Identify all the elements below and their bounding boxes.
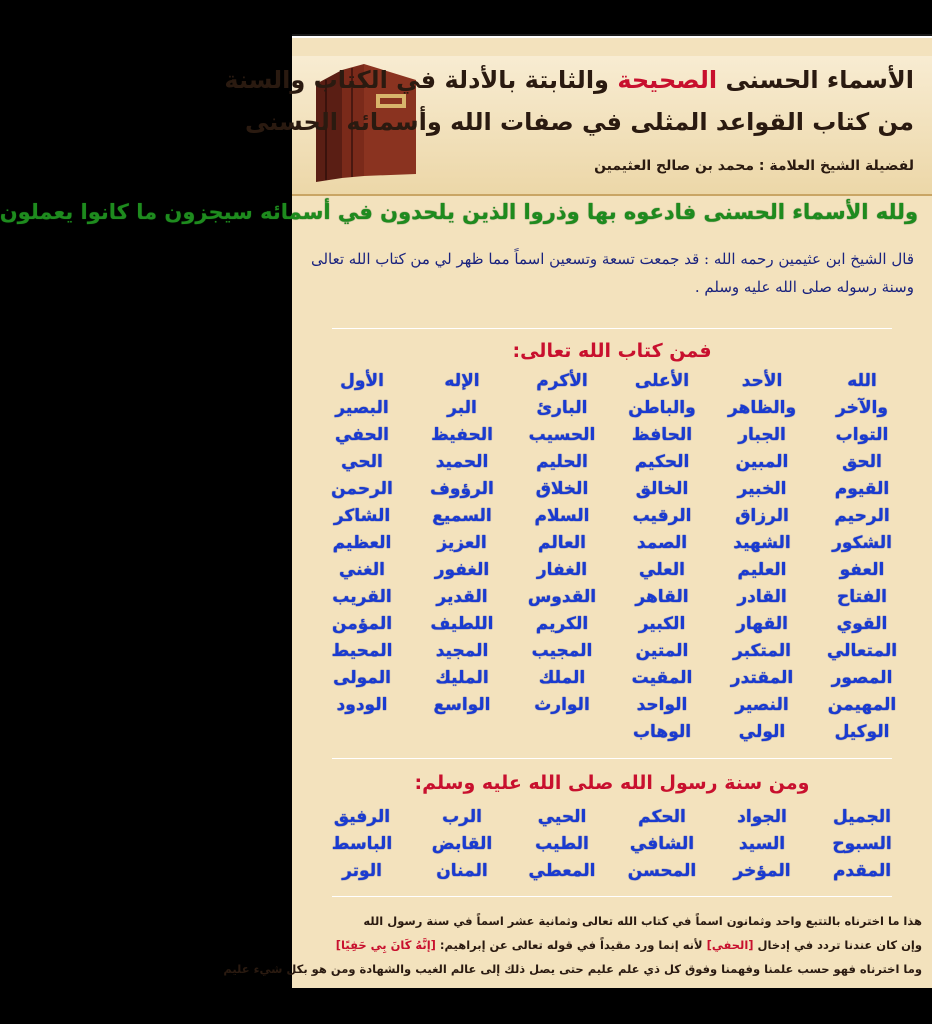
quran-name: البر [447, 398, 477, 418]
sunnah-name: الجواد [737, 807, 787, 827]
sunnah-name: المقدم [832, 861, 892, 881]
quran-name: العلي [639, 560, 685, 580]
quran-name: القادر [737, 587, 787, 607]
quran-name: القدير [436, 587, 488, 607]
bottom-black-bar [292, 988, 932, 1024]
quran-name: القدوس [527, 587, 597, 607]
quran-name: الغني [339, 560, 385, 580]
quran-name: الأول [340, 371, 384, 391]
quran-name: العالم [538, 533, 586, 553]
poster [0, 36, 932, 990]
quran-name: المحيط [331, 641, 393, 661]
quran-name [512, 719, 612, 746]
quran-name: الرحيم [834, 506, 890, 526]
quran-name: السلام [534, 506, 590, 526]
quran-name: المجيد [435, 641, 489, 661]
quran-name: والآخر [836, 398, 888, 418]
quran-name: الكبير [638, 614, 686, 634]
quran-name: التواب [835, 425, 889, 445]
quran-name: القوي [836, 614, 888, 634]
quran-name: الخبير [737, 479, 787, 499]
sunnah-names-grid [312, 804, 912, 885]
sunnah-name: المنان [436, 861, 488, 881]
footer-line-3: وما اخترناه فهو حسب علمنا وفهمنا وفوق كل ذي علم عليم حتى يصل ذلك إلى عالم الغيب والشهادة ومن هو بكل شيء عليم [223, 962, 922, 976]
quran-name: الواسع [433, 695, 491, 715]
quran-name: الحميد [435, 452, 489, 472]
top-black-bar [292, 0, 932, 36]
sunnah-name: الشافي [629, 834, 695, 854]
quran-name: الشهيد [733, 533, 791, 553]
quran-name: الحسيب [528, 425, 596, 445]
quran-name: الأكرم [536, 371, 588, 391]
quran-name: المؤمن [331, 614, 393, 634]
quran-name: الواحد [636, 695, 688, 715]
quran-name: القريب [332, 587, 392, 607]
quran-name: العزيز [437, 533, 487, 553]
quran-name: القاهر [635, 587, 689, 607]
quran-name: الرؤوف [430, 479, 494, 499]
quran-name: الوارث [534, 695, 590, 715]
quran-name: الرقيب [632, 506, 692, 526]
sunnah-name: السبوح [832, 834, 892, 854]
quran-name: الرحمن [331, 479, 393, 499]
quran-name: الصمد [636, 533, 688, 553]
quran-section-title: فمن كتاب الله تعالى: [512, 340, 712, 362]
quran-name: الأعلى [634, 371, 690, 391]
quran-name: العليم [737, 560, 787, 580]
header-subtitle: من كتاب القواعد المثلى في صفات الله وأسمائه الحسنى [244, 108, 914, 136]
quran-name: الحفيظ [431, 425, 493, 445]
quran-name [312, 719, 412, 746]
sunnah-name: الحكم [638, 807, 686, 827]
quran-name: الشاكر [333, 506, 391, 526]
quran-name: الغفور [434, 560, 490, 580]
sunnah-name: الطيب [535, 834, 589, 854]
quran-name: الخالق [635, 479, 689, 499]
quran-name: الولي [738, 722, 786, 742]
quran-name [412, 719, 512, 746]
sunnah-name: السيد [738, 834, 786, 854]
divider-2 [332, 758, 892, 759]
quran-name: القهار [736, 614, 788, 634]
sunnah-name: المؤخر [733, 861, 791, 881]
quran-name: المقيت [631, 668, 693, 688]
quran-name: المتعالي [826, 641, 898, 661]
header-title: الأسماء الحسنى الصحيحة والثابتة بالأدلة في الكتاب والسنة [224, 66, 914, 94]
quran-verse: ولله الأسماء الحسنى فادعوه بها وذروا الذين يلحدون في أسمائه سيجزون ما كانوا يعملون [0, 200, 918, 224]
quran-name: القيوم [834, 479, 890, 499]
sunnah-name: الرب [442, 807, 482, 827]
sunnah-name: الجميل [833, 807, 891, 827]
quran-name: المتكبر [733, 641, 791, 661]
quran-name: الغفار [536, 560, 588, 580]
quran-name: المبين [735, 452, 789, 472]
quran-name: المجيب [531, 641, 593, 661]
quran-name: الحق [842, 452, 882, 472]
sunnah-name: المعطي [528, 861, 596, 881]
quran-name: البصير [335, 398, 389, 418]
quran-name: الله [847, 371, 877, 391]
quran-name: الوهاب [632, 722, 692, 742]
quran-name: العظيم [332, 533, 392, 553]
sunnah-name: الرفيق [333, 807, 391, 827]
quran-name: المقتدر [730, 668, 794, 688]
quran-name: المهيمن [827, 695, 897, 715]
quran-name: المصور [831, 668, 893, 688]
quran-name: والظاهر [727, 398, 797, 418]
sunnah-name: المحسن [627, 861, 697, 881]
footer-line-1: هذا ما اخترناه بالتتبع واحد وثمانون اسماً في كتاب الله تعالى وثمانية عشر اسماً في سنة رسول الله [363, 914, 922, 928]
header-author: لفضيلة الشيخ العلامة : محمد بن صالح العثيمين [594, 158, 914, 174]
quran-name: الودود [336, 695, 388, 715]
quran-name: الحكيم [634, 452, 690, 472]
quran-name: المولى [333, 668, 391, 688]
quran-name: الحي [341, 452, 383, 472]
quran-name: المليك [435, 668, 489, 688]
sunnah-name: الحيي [537, 807, 587, 827]
quran-name: الإله [444, 371, 480, 391]
quran-name: اللطيف [430, 614, 494, 634]
quran-name: النصير [735, 695, 789, 715]
quran-name: الملك [538, 668, 586, 688]
sunnah-name: الباسط [331, 834, 393, 854]
quran-name: والباطن [628, 398, 696, 418]
header-banner [224, 56, 932, 196]
quran-name: الأحد [741, 371, 783, 391]
sunnah-name: القابض [431, 834, 493, 854]
quran-name: المتين [635, 641, 689, 661]
quran-name: الفتاح [836, 587, 888, 607]
divider-3 [332, 896, 892, 897]
divider-1 [332, 328, 892, 329]
quran-name: السميع [432, 506, 492, 526]
quran-name: الخلاق [535, 479, 589, 499]
quran-name: البارئ [536, 398, 588, 418]
footer-line-2: وإن كان عندنا تردد في إدخال [الحفي] لأنه إنما ورد مقيداً في قوله تعالى عن إبراهيم: [إنَّهُ كَانَ بِي حَفِيًا] [335, 938, 922, 952]
quote-line-2: وسنة رسوله صلى الله عليه وسلم . [694, 278, 914, 296]
sunnah-name: الوتر [342, 861, 382, 881]
sunnah-section-title: ومن سنة رسول الله صلى الله عليه وسلم: [414, 772, 810, 794]
quran-name: الشكور [832, 533, 892, 553]
quran-name: الجبار [738, 425, 786, 445]
quran-names-grid [312, 368, 912, 746]
quran-name: الحليم [536, 452, 588, 472]
quran-name: الكريم [535, 614, 589, 634]
quran-name: الحافظ [631, 425, 693, 445]
quran-name: العفو [839, 560, 885, 580]
quote-line-1: قال الشيخ ابن عثيمين رحمه الله : قد جمعت تسعة وتسعين اسماً مما ظهر لي من كتاب الله تعالى [310, 250, 914, 268]
quran-name: الرزاق [735, 506, 789, 526]
quran-name: الوكيل [834, 722, 890, 742]
quran-name: الحفي [335, 425, 389, 445]
